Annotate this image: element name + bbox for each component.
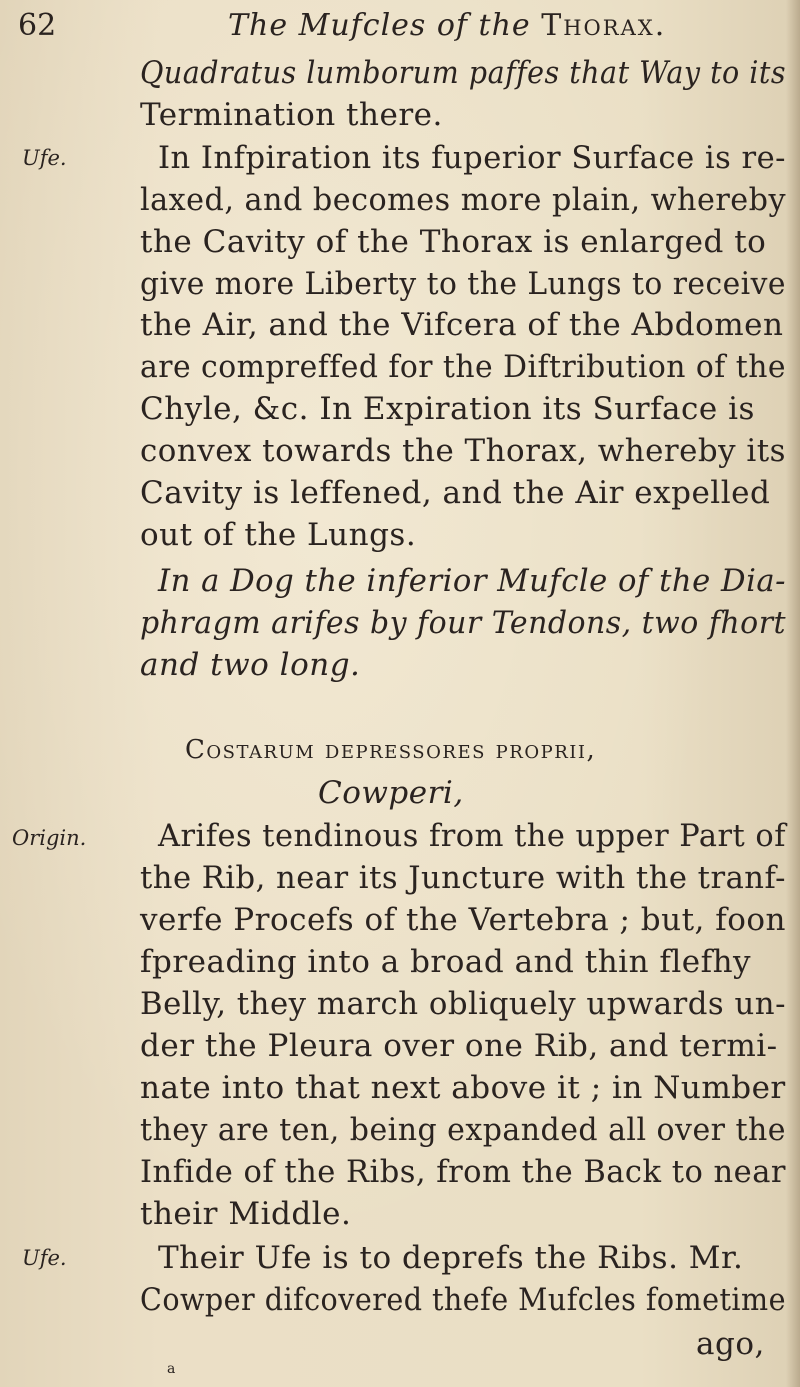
text-line: In a Dog the inferior Mufcle of the Dia- bbox=[158, 563, 787, 599]
running-head-thorax: Thorax. bbox=[541, 8, 667, 43]
text-line: the Cavity of the Thorax is enlarged to bbox=[140, 224, 767, 260]
text-line: the Rib, near its Juncture with the tranf- bbox=[140, 860, 787, 896]
text-line: verfe Procefs of the Vertebra ; but, foon bbox=[140, 902, 786, 938]
text-line: Chyle, &c. In Expiration its Surface is bbox=[140, 391, 755, 427]
text-line: Cowper difcovered thefe Mufcles fometime bbox=[140, 1282, 786, 1318]
page-number: 62 bbox=[18, 8, 57, 43]
text-line: the Air, and the Vifcera of the Abdomen bbox=[140, 307, 784, 343]
text-line: their Middle. bbox=[140, 1196, 352, 1232]
text-line: fpreading into a broad and thin flefhy bbox=[140, 944, 752, 980]
signature-mark: a bbox=[167, 1361, 176, 1377]
text-line: they are ten, being expanded all over the bbox=[140, 1112, 787, 1148]
text-line: Belly, they march obliquely upwards un- bbox=[140, 986, 787, 1022]
text-line: out of the Lungs. bbox=[140, 517, 417, 553]
text-line: are compreffed for the Diftribution of the bbox=[140, 349, 787, 385]
text-line: Their Ufe is to deprefs the Ribs. Mr. bbox=[158, 1240, 744, 1276]
text-line: laxed, and becomes more plain, whereby bbox=[140, 182, 787, 218]
margin-note-use: Ufe. bbox=[22, 1246, 67, 1270]
margin-note-use: Ufe. bbox=[22, 146, 67, 170]
section-heading: Costarum depressores proprii, bbox=[185, 735, 597, 765]
text-line: Termination there. bbox=[140, 97, 443, 133]
section-author: Cowperi, bbox=[318, 775, 464, 811]
text-line: Infide of the Ribs, from the Back to near bbox=[140, 1154, 786, 1190]
text-line: der the Pleura over one Rib, and termi- bbox=[140, 1028, 778, 1064]
running-head bbox=[228, 8, 666, 43]
text-line: Arifes tendinous from the upper Part of bbox=[158, 818, 786, 854]
text-line: Cavity is leffened, and the Air expelled bbox=[140, 475, 771, 511]
catchword: ago, bbox=[696, 1326, 765, 1362]
running-head-text: The Mufcles of the bbox=[228, 8, 531, 43]
text-line: give more Liberty to the Lungs to receive bbox=[140, 266, 786, 302]
text-line: convex towards the Thorax, whereby its bbox=[140, 433, 787, 469]
text-line: nate into that next above it ; in Number bbox=[140, 1070, 786, 1106]
text-line: phragm arifes by four Tendons, two fhort bbox=[140, 605, 787, 641]
text-line: In Infpiration its fuperior Surface is re- bbox=[158, 140, 786, 176]
page-edge-shadow bbox=[786, 0, 800, 1387]
margin-note-origin: Origin. bbox=[12, 826, 87, 850]
text-line: Quadratus lumborum paffes that Way to its bbox=[140, 55, 786, 91]
text-line: and two long. bbox=[140, 647, 361, 683]
